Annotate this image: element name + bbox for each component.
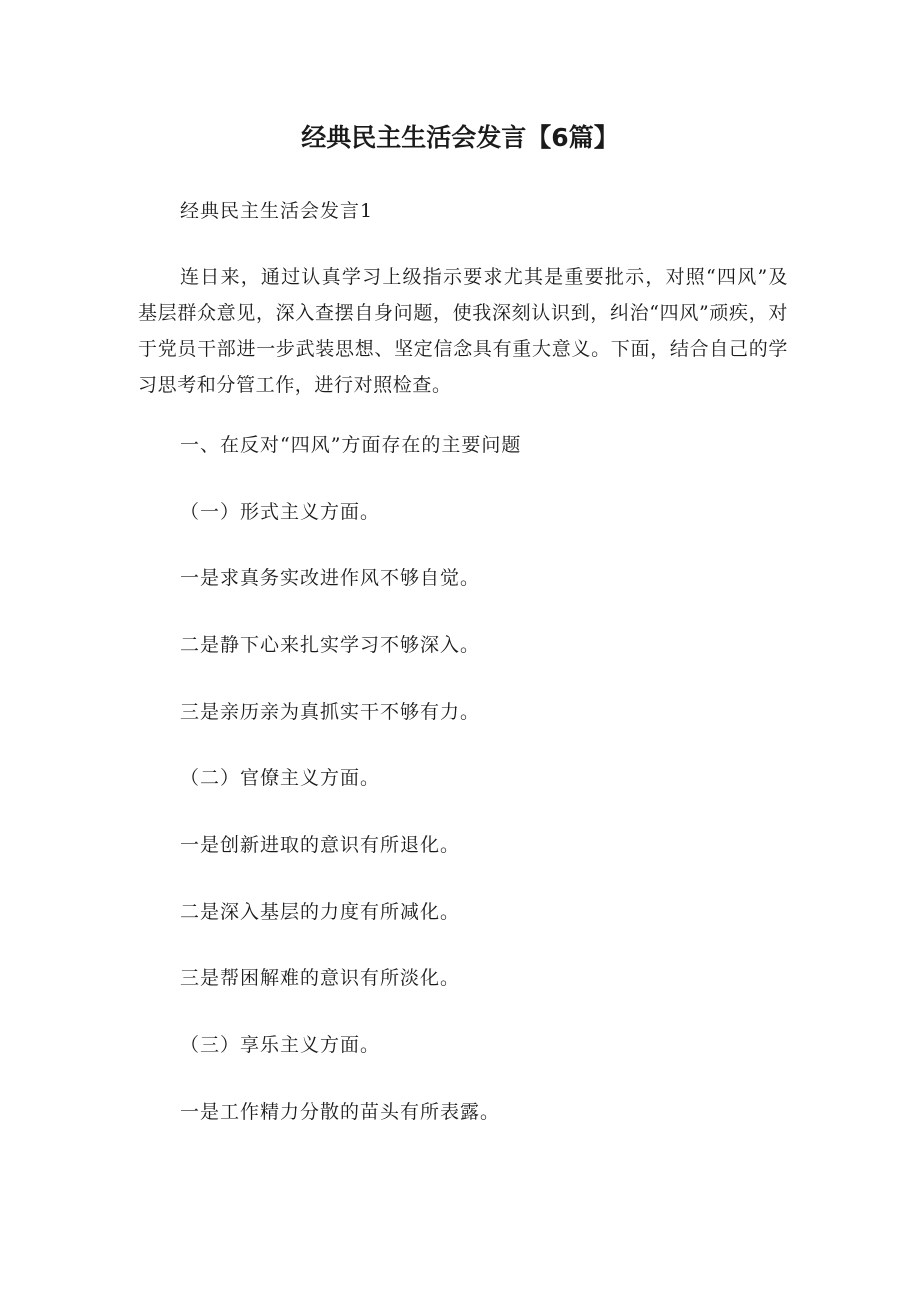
hedonism-heading: （三）享乐主义方面。	[180, 1034, 381, 1056]
speech-subtitle: 经典民主生活会发言1	[180, 200, 374, 222]
section-heading: 一、在反对“四风”方面存在的主要问题	[180, 434, 522, 456]
bureaucracy-heading: （二）官僚主义方面。	[180, 767, 381, 789]
intro-paragraph: 连日来，通过认真学习上级指示要求尤其是重要批示，对照“四风”及基层群众意见，深入查摆自身问题，使我深刻认识到，纠治“四风”顽疾，对于党员干部进一步武装思想、坚定信念具有重大意义。下面，结合自己的学习思考和分管工作，进行对照检查。	[138, 266, 788, 396]
formalism-item-1: 一是求真务实改进作风不够自觉。	[180, 567, 481, 589]
formalism-heading: （一）形式主义方面。	[180, 501, 381, 523]
document-title: 经典民主生活会发言【6篇】	[301, 123, 619, 152]
bureaucracy-item-2: 二是深入基层的力度有所减化。	[180, 901, 461, 923]
hedonism-item-1: 一是工作精力分散的苗头有所表露。	[180, 1101, 501, 1123]
formalism-item-3: 三是亲历亲为真抓实干不够有力。	[180, 701, 481, 723]
bureaucracy-item-1: 一是创新进取的意识有所退化。	[180, 834, 461, 856]
formalism-item-2: 二是静下心来扎实学习不够深入。	[180, 634, 481, 656]
bureaucracy-item-3: 三是帮困解难的意识有所淡化。	[180, 967, 461, 989]
